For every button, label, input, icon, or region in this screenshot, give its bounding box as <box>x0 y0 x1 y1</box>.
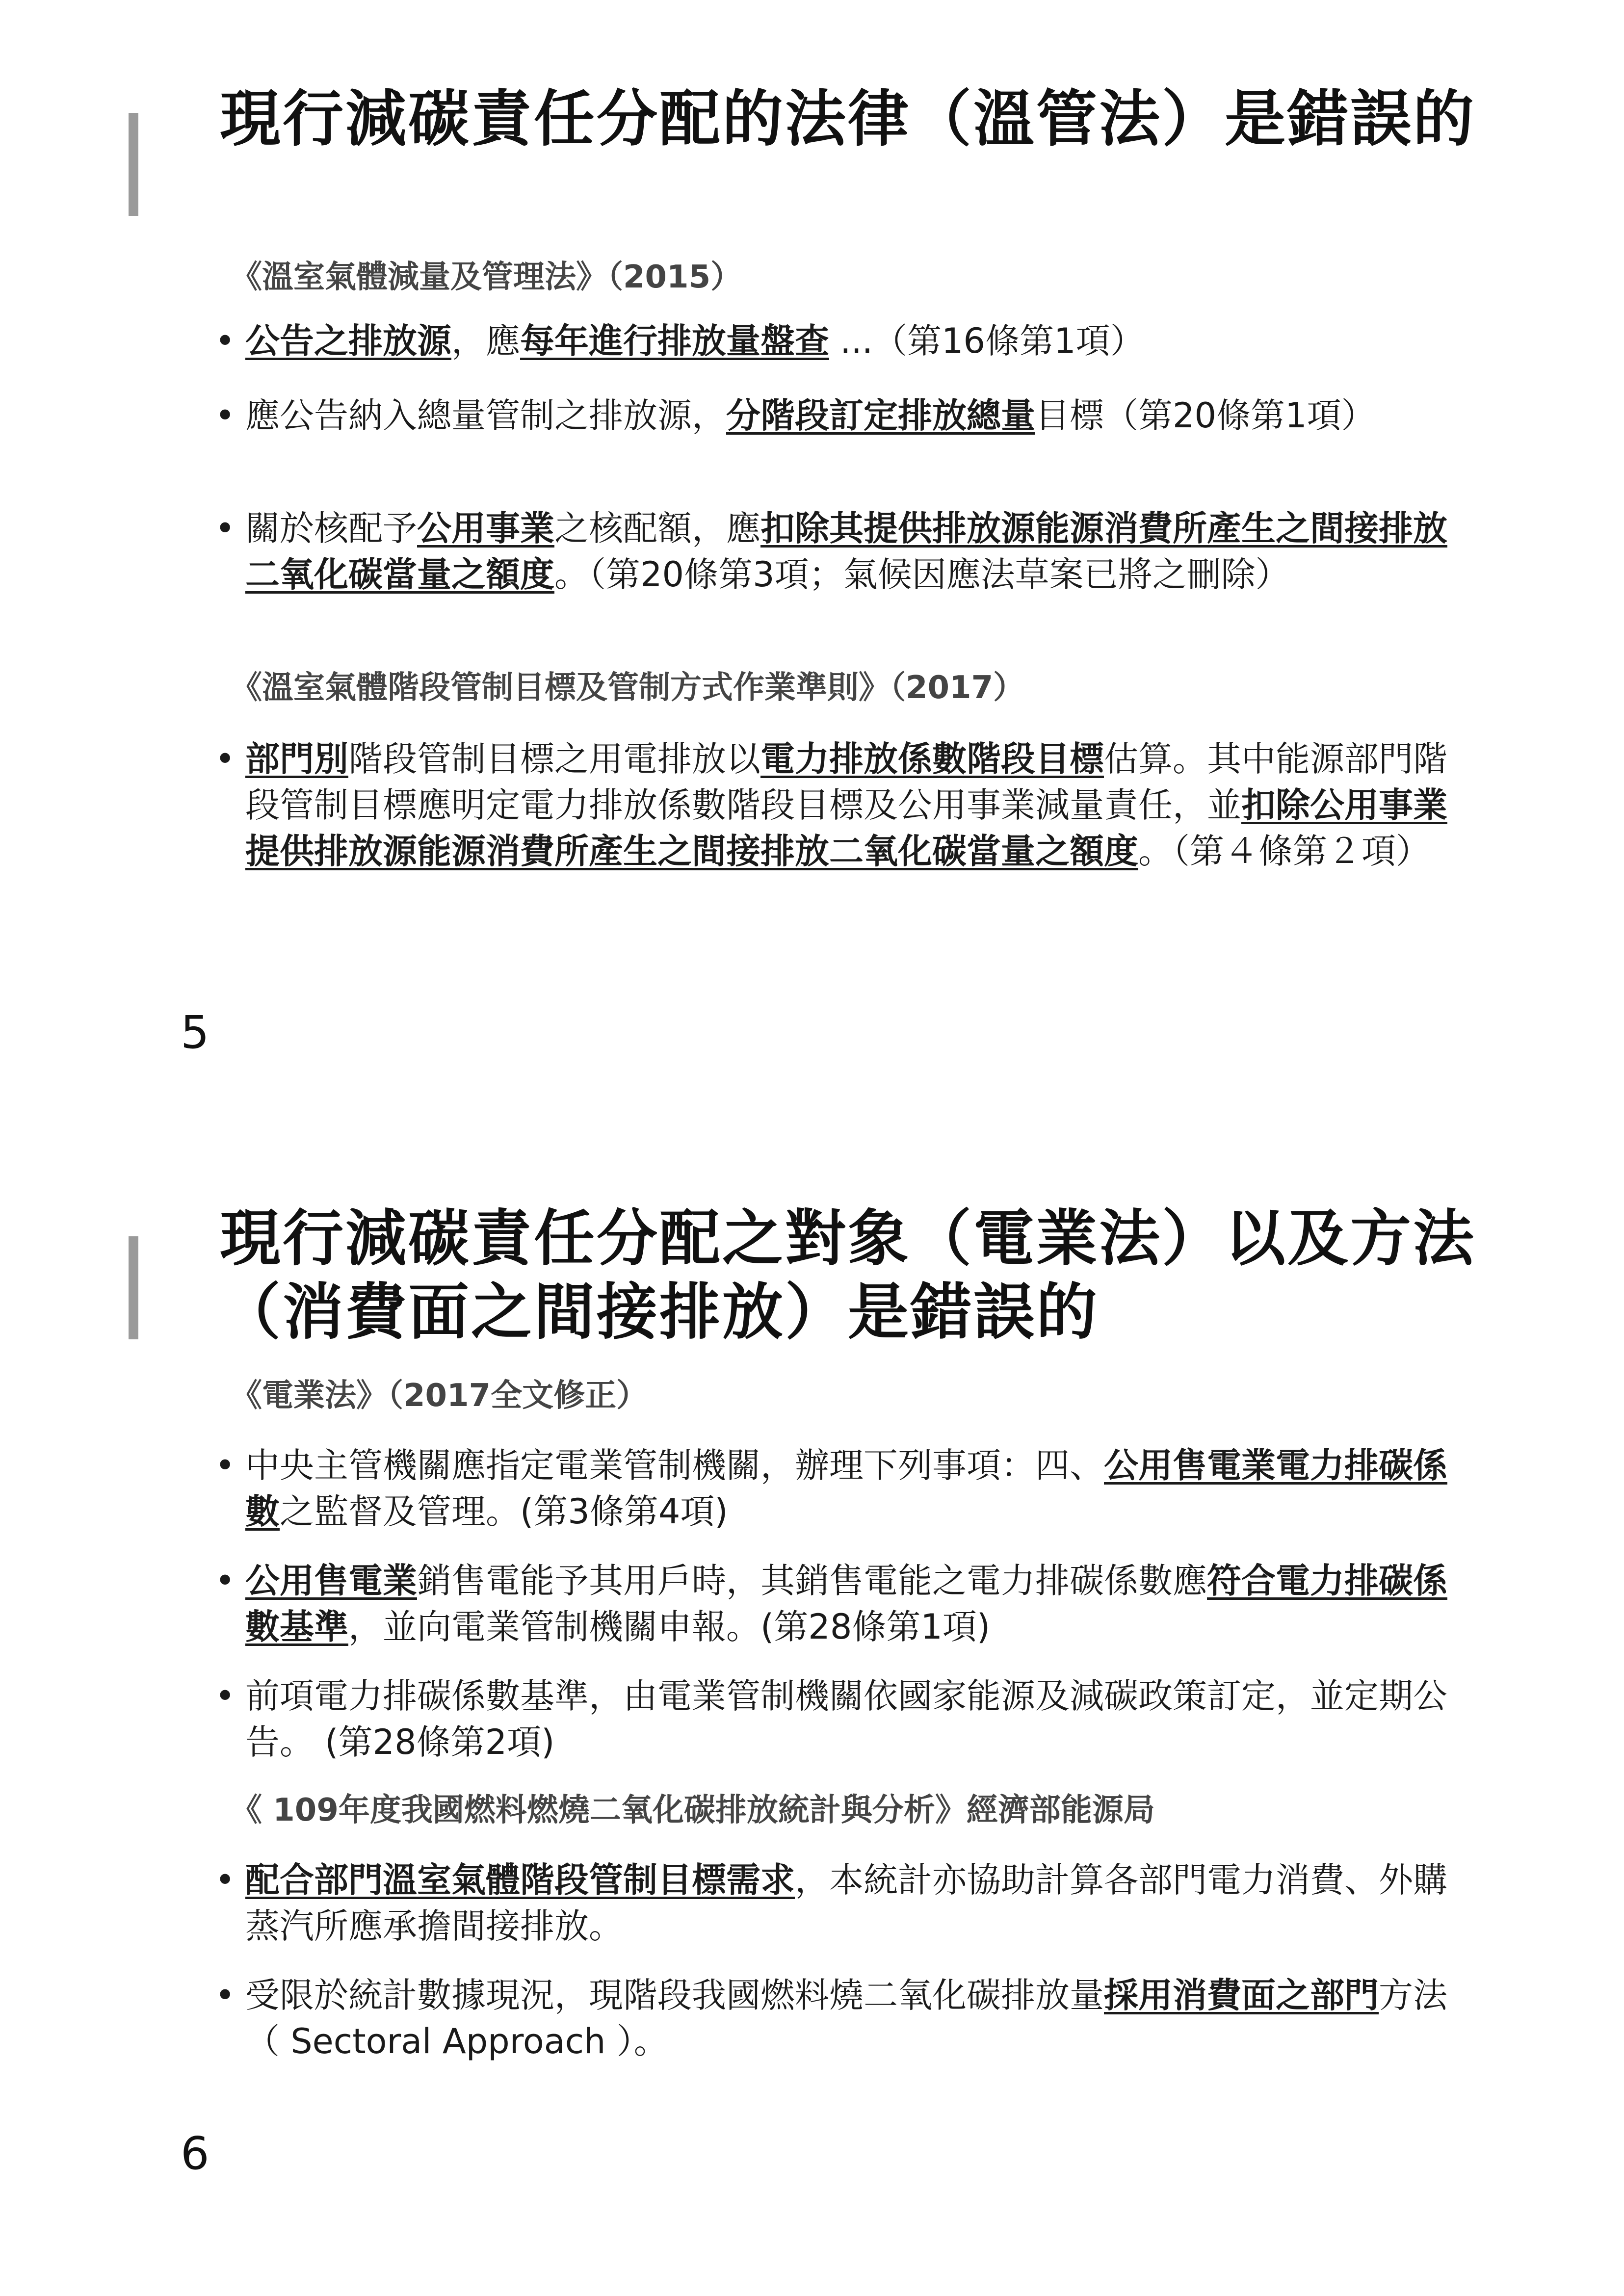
bullet-item: • 受限於統計數據現況，現階段我國燃料燒二氧化碳排放量採用消費面之部門方法（ Sectoral Approach ）。 <box>245 1972 1472 2064</box>
bullet-item: • 配合部門溫室氣體階段管制目標需求，本統計亦協助計算各部門電力消費、外購蒸汽所應承擔間接排放。 <box>245 1857 1472 1949</box>
bullet-item: • 前項電力排碳係數基準，由電業管制機關依國家能源及減碳政策訂定，並定期公告。 (第28條第2項) <box>245 1673 1472 1765</box>
page-number: 5 <box>181 1006 210 1059</box>
bullet-item: • 公告之排放源，應每年進行排放量盤查 ...（第16條第1項） <box>245 318 1472 364</box>
legal-source-heading: 《溫室氣體階段管制目標及管制方式作業準則》（2017） <box>231 670 1025 706</box>
bullet-item: • 關於核配予公用事業之核配額，應扣除其提供排放源能源消費所產生之間接排放二氧化碳當量之額度。（第20條第3項；氣候因應法草案已將之刪除） <box>245 505 1472 598</box>
legal-source-heading: 《溫室氣體減量及管理法》（2015） <box>231 259 742 295</box>
slide-title: 現行減碳責任分配的法律（溫管法）是錯誤的 <box>220 84 1476 155</box>
legal-source-heading: 《 109年度我國燃料燃燒二氧化碳排放統計與分析》經濟部能源局 <box>231 1792 1155 1828</box>
title-accent-bar <box>129 1236 138 1339</box>
slide-title: 現行減碳責任分配之對象（電業法）以及方法（消費面之間接排放）是錯誤的 <box>220 1203 1476 1348</box>
bullet-item: • 公用售電業銷售電能予其用戶時，其銷售電能之電力排碳係數應符合電力排碳係數基準，並向電業管制機關申報。(第28條第1項) <box>245 1558 1472 1650</box>
title-accent-bar <box>129 113 138 216</box>
bullet-item: • 部門別階段管制目標之用電排放以電力排放係數階段目標估算。其中能源部門階段管制目標應明定電力排放係數階段目標及公用事業減量責任，並扣除公用事業提供排放源能源消費所產生之間接排放二氧化碳當量之額度。（第４條第２項） <box>245 736 1472 874</box>
bullet-item: • 中央主管機關應指定電業管制機關，辦理下列事項：四、公用售電業電力排碳係數之監督及管理。(第3條第4項) <box>245 1442 1472 1535</box>
slide-6 <box>0 1128 1624 2296</box>
legal-source-heading: 《電業法》（2017全文修正） <box>231 1378 648 1414</box>
page-number: 6 <box>181 2127 210 2180</box>
slide-5 <box>0 0 1624 1128</box>
bullet-item: • 應公告納入總量管制之排放源，分階段訂定排放總量目標（第20條第1項） <box>245 392 1472 439</box>
